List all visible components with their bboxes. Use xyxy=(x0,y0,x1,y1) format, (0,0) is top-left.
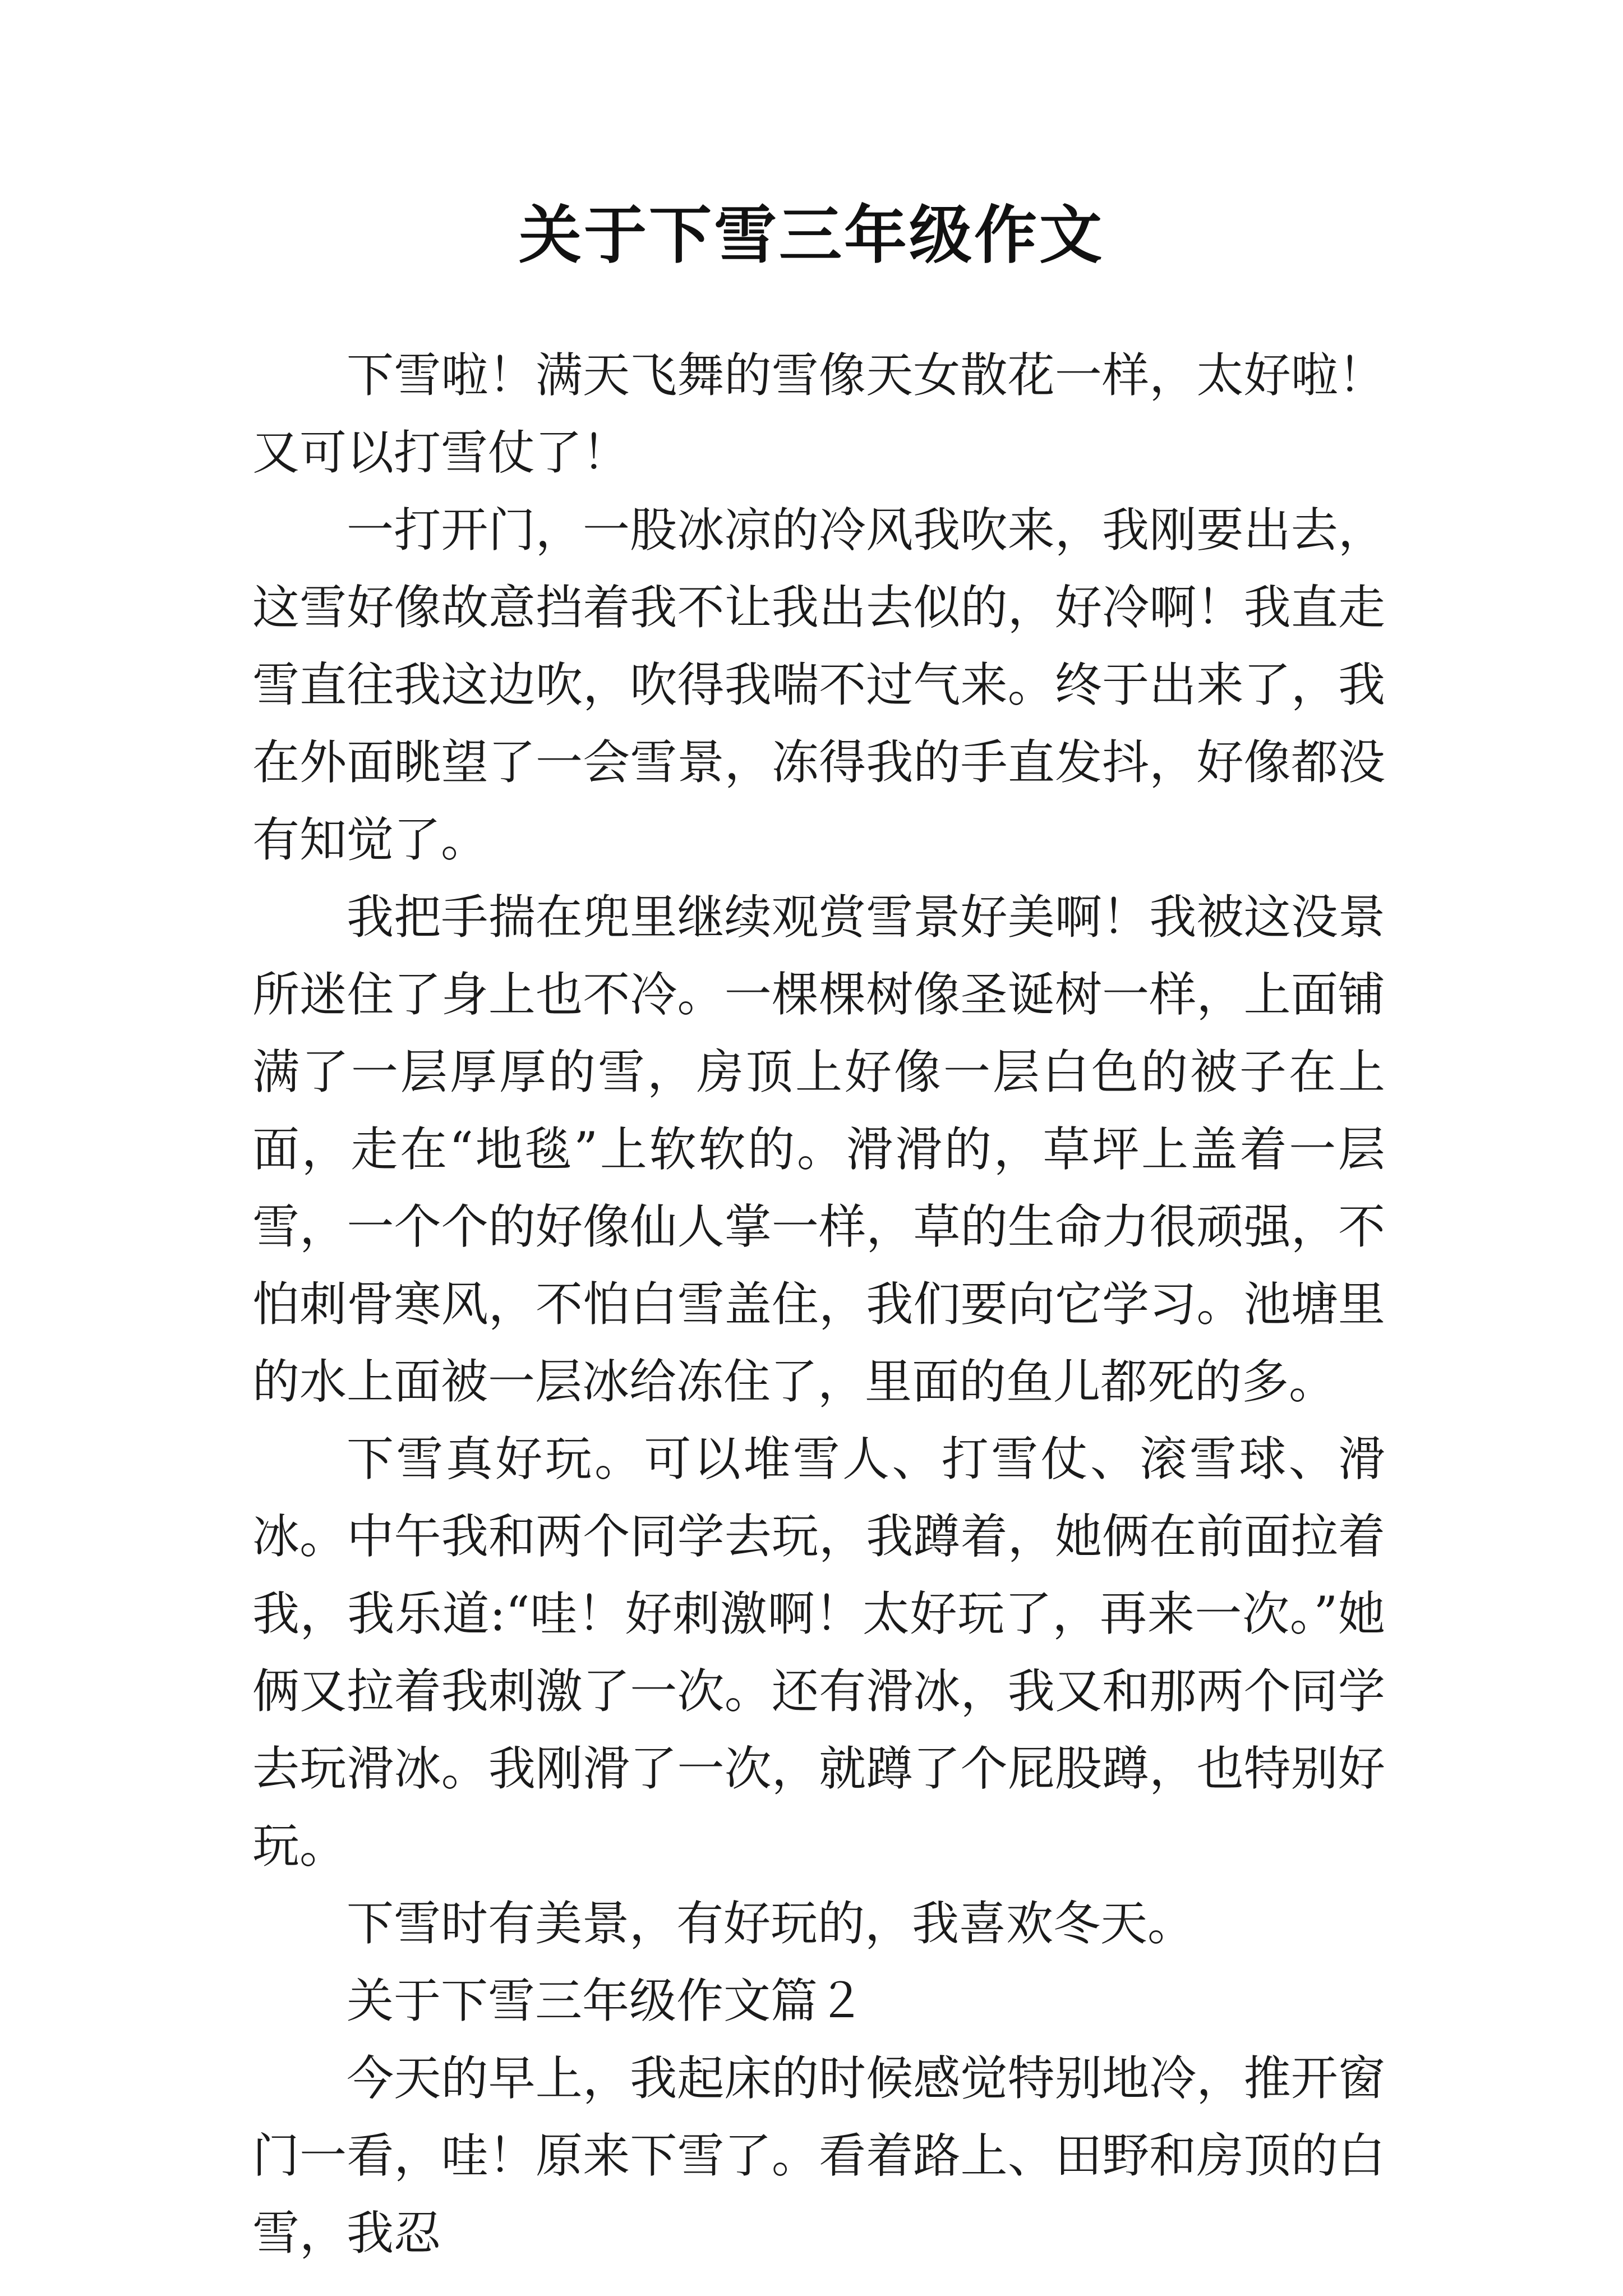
document-title: 关于下雪三年级作文 xyxy=(519,199,1104,272)
paragraph-2: 一打开门，一股冰凉的冷风我吹来，我刚要出去，这雪好像故意挡着我不让我出去似的，好冷啊！我直走雪直往我这边吹，吹得我喘不过气来。终于出来了，我在外面眺望了一会雪景，冻得我的手直发抖，好像都没有知觉了。 xyxy=(252,503,1385,867)
paragraph-3: 我把手揣在兜里继续观赏雪景好美啊！我被这没景所迷住了身上也不冷。一棵棵树像圣诞树一样，上面铺满了一层厚厚的雪，房顶上好像一层白色的被子在上面，走在“地毯”上软软的。滑滑的，草坪上盖着一层雪，一个个的好像仙人掌一样，草的生命力很顽强，不怕刺骨寒风，不怕白雪盖住，我们要向它学习。池塘里的水上面被一层冰给冻住了，里面的鱼儿都死的多。 xyxy=(252,890,1385,1409)
section-heading-2: 关于下雪三年级作文篇２ xyxy=(347,1973,865,2028)
paragraph-6: 今天的早上，我起床的时候感觉特别地冷，推开窗门一看，哇！原来下雪了。看着路上、田野和房顶的白雪，我忍 xyxy=(252,2051,1385,2261)
document-body xyxy=(252,337,1385,2272)
paragraph-1: 下雪啦！满天飞舞的雪像天女散花一样，太好啦！又可以打雪仗了！ xyxy=(252,348,1385,480)
paragraph-5: 下雪时有美景，有好玩的，我喜欢冬天。 xyxy=(347,1896,1195,1951)
paragraph-4: 下雪真好玩。可以堆雪人、打雪仗、滚雪球、滑冰。中午我和两个同学去玩，我蹲着，她俩在前面拉着我，我乐道:“哇！好刺激啊！太好玩了，再来一次。”她俩又拉着我刺激了一次。还有滑冰，我又和那两个同学去玩滑冰。我刚滑了一次，就蹲了个屁股蹲，也特别好玩。 xyxy=(252,1432,1385,1874)
